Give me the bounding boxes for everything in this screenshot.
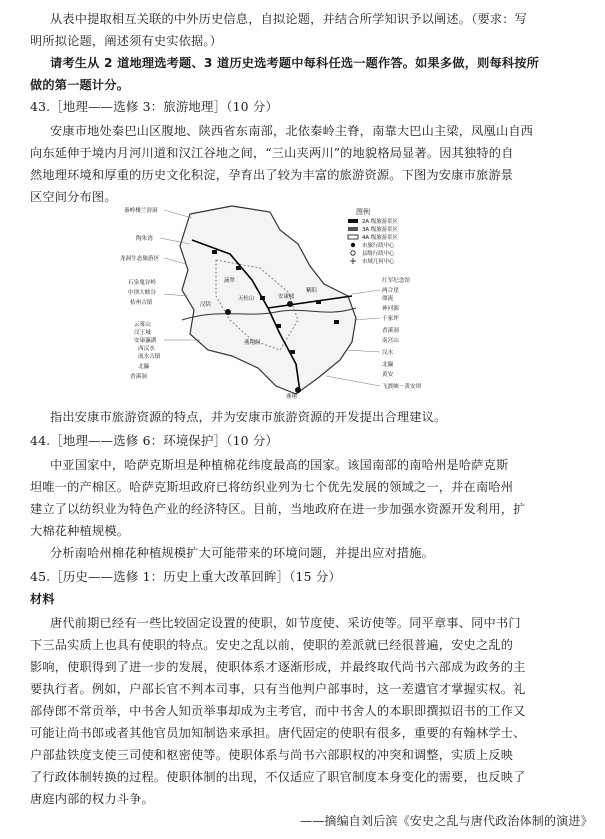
map-label-left-9: 西汉水 xyxy=(138,346,155,352)
map-label-right-8: 北瀛 xyxy=(382,362,394,368)
map-label-left-11: 北瀛 xyxy=(138,364,150,370)
map-label-left-15: 燕翔洞 xyxy=(244,340,261,346)
q45-material-line-9: 唐庭内部的权力斗争。 xyxy=(30,792,154,806)
ankang-tourism-map xyxy=(120,200,465,400)
map-label-left-12: 香溪洞 xyxy=(130,374,147,380)
map-right-labels xyxy=(382,276,422,390)
map-label-right-4: 千家坪 xyxy=(382,316,399,322)
q45-material-line-2: 下三品实质上也具有使职的特点。安史之乱以前，使职的差派就已经很普遍，安史之乱的 xyxy=(30,638,514,652)
map-label-left-4: 中坝大峡谷 xyxy=(128,290,156,296)
q45-material-line-4: 要执行者。例如，户部长官不判本司事，只有当他判户部事时，这一差遣官才掌握实权。礼 xyxy=(30,682,526,696)
q45-material-line-3: 影响，使职得到了进一步的发展，使职体系才逐渐形成，并最终取代尚书六部成为政务的主 xyxy=(30,660,526,674)
q43-heading: 43.［地理——选修 3：旅游地理］（10 分） xyxy=(30,99,279,114)
map-label-right-7: 汉水 xyxy=(382,350,394,356)
notice-line-1: 请考生从 2 道地理选考题、3 道历史选考题中每科任选一题作答。如果多做，则每科按所 xyxy=(50,56,540,70)
q43-paragraph-line-4: 区空间分布图。 xyxy=(30,190,117,204)
q45-material-label: 材料 xyxy=(30,592,55,606)
q43-paragraph-line-1: 安康市地处秦巴山区腹地、陕西省东南部，北依秦岭主脊，南靠大巴山主梁，凤凰山自西 xyxy=(50,124,534,138)
map-label-right-3: 神河源 xyxy=(382,306,399,312)
q44-paragraph-line-1: 中亚国家中，哈萨克斯坦是种植棉花纬度最高的国家。该国南部的南哈州是哈萨克斯 xyxy=(50,458,509,472)
map-legend-item-4: 县级行政中心 xyxy=(362,251,395,257)
map-label-right-1: 两合崖 xyxy=(382,288,399,294)
map-label-left-14: 天柱山 xyxy=(238,296,255,302)
map-label-right-9: 黄安 xyxy=(382,372,394,378)
map-label-right-2: 漂流 xyxy=(382,296,394,302)
q44-paragraph-line-4: 大棉花种植规模。 xyxy=(30,524,130,538)
map-left-labels xyxy=(120,206,161,380)
notice-line-2: 做的第一题计分。 xyxy=(30,78,130,92)
map-label-left-16: 汉阴 xyxy=(200,302,211,308)
map-label-left-13: 滴翠 xyxy=(224,278,235,284)
intro-line-2: 明所拟论题，阐述须有史实依据。） xyxy=(30,34,223,48)
intro-line-1: 从表中提取相互关联的中外历史信息，自拟论题，并结合所学知识予以阐述。（要求：写 xyxy=(50,12,528,26)
map-legend-item-2: 4A 级旅游景区 xyxy=(362,235,398,241)
q45-material-line-8: 了行政体制转换的过程。使职体制的出现，不仅适应了职官制度本身变化的需要，也反映了 xyxy=(30,770,526,784)
map-label-right-0: 红军纪念馆 xyxy=(382,278,410,284)
map-label-right-11: 紫阳 xyxy=(306,288,317,294)
map-label-left-1: 陶朱湾 xyxy=(136,236,153,242)
map-label-right-12: 安康城 xyxy=(278,294,295,300)
q45-heading: 45.［历史——选修 1：历史上重大改革回眸］（15 分） xyxy=(30,569,342,584)
q43-paragraph-line-3: 然地理环境和厚重的历史文化积淀，孕育出了较为丰富的旅游资源。下图为安康市旅游景 xyxy=(30,168,514,182)
q44-paragraph-line-2: 坦唯一的产棉区。哈萨克斯坦政府已将纺织业列为七个优先发展的领域之一，并在南哈州 xyxy=(30,480,514,494)
q44-task: 分析南哈州棉花种植规模扩大可能带来的环境问题，并提出应对措施。 xyxy=(50,546,435,560)
map-legend-item-3: 市旅行政中心 xyxy=(362,243,395,249)
map-label-left-10: 流水古镇 xyxy=(138,354,161,360)
q43-task: 指出安康市旅游资源的特点，并为安康市旅游资源的开发提出合理建议。 xyxy=(50,410,447,424)
q45-material-line-1: 唐代前期已经有一些比较固定设置的使职，如节度使、采访使等。同平章事、同中书门 xyxy=(50,616,521,630)
map-legend-item-0: 2A 级旅游景区 xyxy=(362,219,398,225)
map-label-left-8: 安康瀛湖 xyxy=(134,338,157,344)
map-label-left-5: 桔州古镇 xyxy=(130,300,153,306)
map-label-left-6: 云雾山 xyxy=(134,322,151,328)
map-legend-title: 图例 xyxy=(356,208,370,216)
map-label-right-10: 飞渡峡－黄安坝 xyxy=(382,384,422,390)
map-label-left-3: 石泉鬼谷岭 xyxy=(128,280,156,286)
q45-material-line-7: 户部盐铁度支使三司使和枢密使等。使职体系与尚书六部职权的冲突和调整，实质上反映 xyxy=(30,748,514,762)
map-label-left-2: 龙洞生态旅游区 xyxy=(120,256,160,262)
q44-paragraph-line-3: 建立了以纺织业为特色产业的经济特区。目前，当地政府在进一步加强水资源开发利用，扩 xyxy=(30,502,526,516)
q45-material-line-5: 部侍郎不常贡举，中书舍人知贡举事却成为主考官，而中书舍人的本职即撰拟诏书的工作又 xyxy=(30,704,526,718)
map-label-right-5: 香溪洞 xyxy=(382,328,399,334)
map-label-right-6: 南宫山 xyxy=(382,338,399,344)
q45-material-line-6: 可能让尚书郎或者其他官员加知制诰来承担。唐代固定的使职有很多，重要的有翰林学士、 xyxy=(30,726,526,740)
map-label-bottom: 燕翔 xyxy=(286,394,297,400)
map-label-left-7: 汉王城 xyxy=(134,330,151,336)
q43-paragraph-line-2: 向东延伸于境内月河川道和汉江谷地之间，“三山夹两川”的地貌格局显著。因其独特的自 xyxy=(30,146,514,160)
map-legend-item-1: 3A 级旅游景区 xyxy=(362,227,398,233)
q44-heading: 44.［地理——选修 6：环境保护］（10 分） xyxy=(30,433,279,448)
map-legend xyxy=(348,207,398,265)
q45-source: ——摘编自刘后滨《安史之乱与唐代政治体制的演进》 xyxy=(300,814,593,828)
map-legend-item-5: 市域几何中心 xyxy=(362,259,395,265)
map-label-left-0: 秦岭楼兰溶洞 xyxy=(124,208,158,214)
